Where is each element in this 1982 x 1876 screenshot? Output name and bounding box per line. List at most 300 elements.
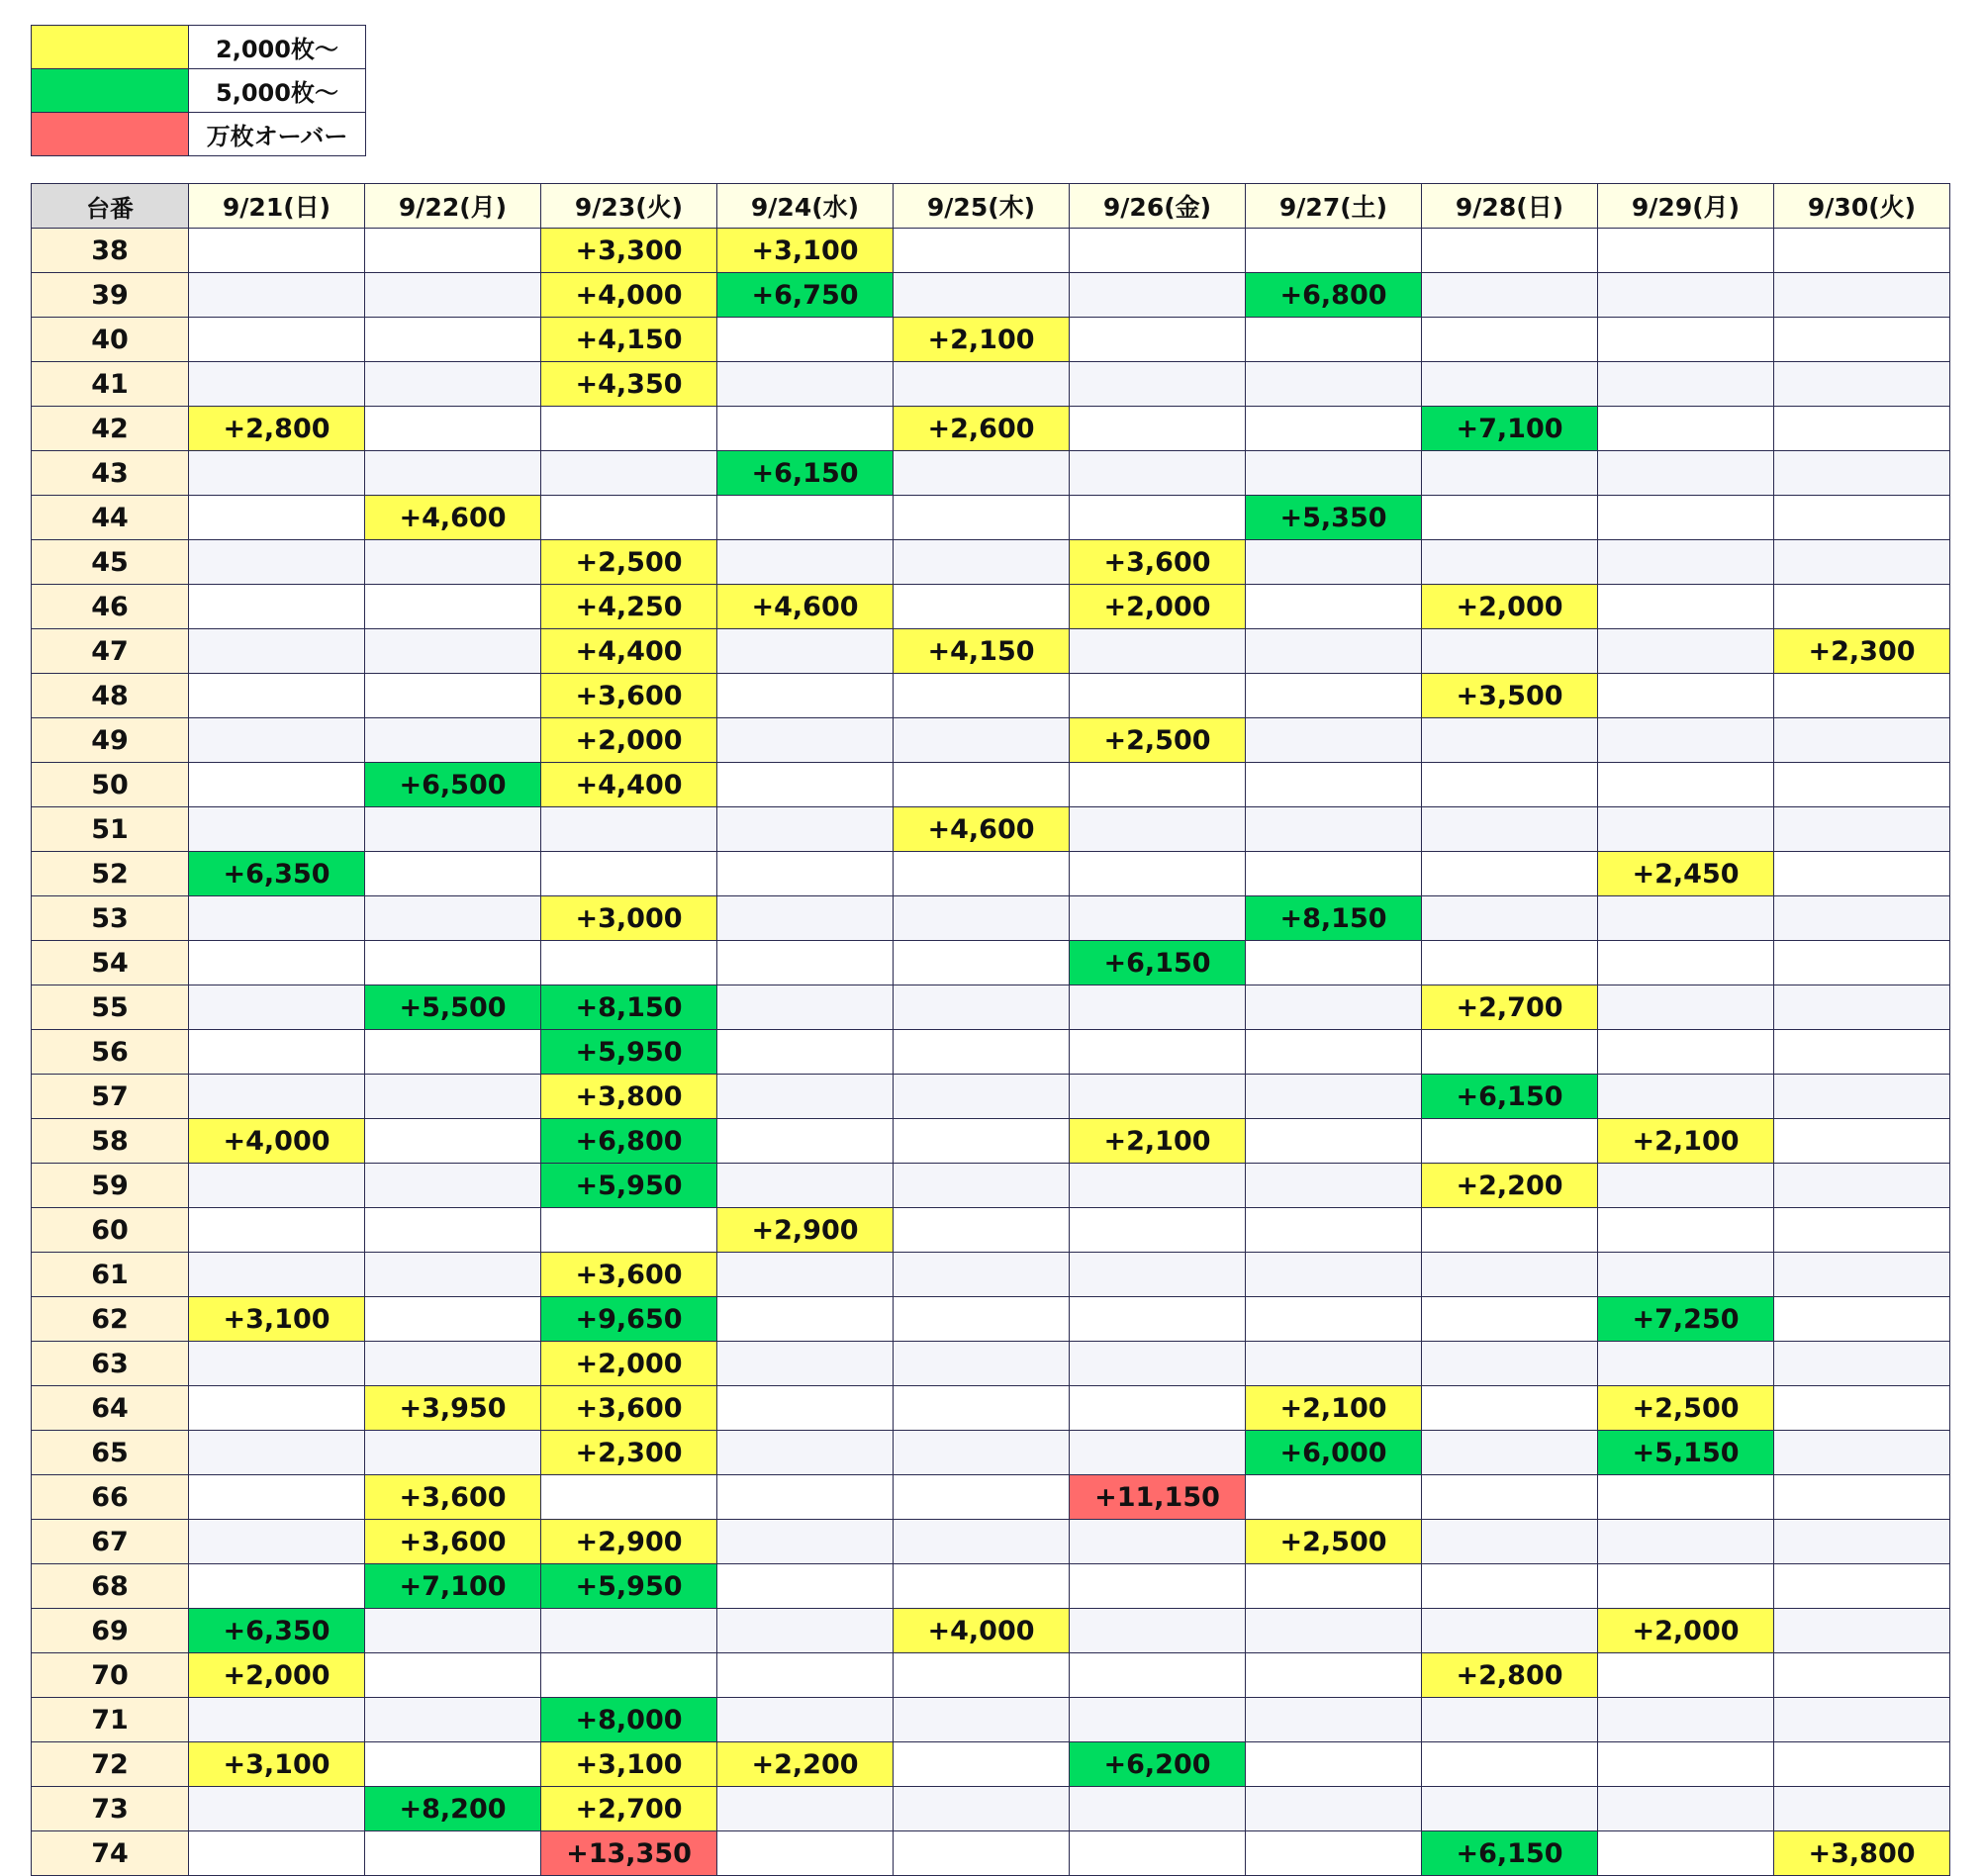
result-cell: +8,200: [365, 1787, 541, 1831]
result-cell: [1246, 1609, 1422, 1653]
result-cell: [1422, 1787, 1598, 1831]
result-cell: [1246, 1297, 1422, 1342]
table-row: [32, 496, 1950, 540]
result-cell: [1598, 807, 1774, 852]
machine-number-cell: 54: [32, 941, 189, 985]
result-cell: +3,800: [1774, 1831, 1950, 1876]
result-cell: [541, 1609, 717, 1653]
machine-number-cell: 38: [32, 229, 189, 273]
result-cell: [1070, 1698, 1246, 1742]
result-cell: [717, 1787, 894, 1831]
result-cell: [1246, 362, 1422, 407]
machine-number-cell: 46: [32, 585, 189, 629]
result-cell: [1070, 1609, 1246, 1653]
result-cell: [1070, 1386, 1246, 1431]
machine-number-cell: 55: [32, 985, 189, 1030]
result-cell: [1246, 985, 1422, 1030]
result-cell: +5,350: [1246, 496, 1422, 540]
result-cell: [1774, 1386, 1950, 1431]
result-cell: [894, 273, 1070, 318]
table-row: [32, 1208, 1950, 1253]
result-cell: [1422, 540, 1598, 585]
table-row: [32, 1119, 1950, 1164]
result-cell: [1774, 1253, 1950, 1297]
table-row: [32, 1787, 1950, 1831]
result-cell: +3,600: [365, 1520, 541, 1564]
result-cell: [365, 1075, 541, 1119]
machine-number-cell: 57: [32, 1075, 189, 1119]
result-cell: [717, 941, 894, 985]
result-cell: [1070, 985, 1246, 1030]
result-cell: [1422, 1431, 1598, 1475]
result-cell: [1598, 1520, 1774, 1564]
result-cell: [1598, 896, 1774, 941]
result-cell: [1422, 718, 1598, 763]
date-header: 9/27(土): [1246, 184, 1422, 229]
table-row: [32, 1698, 1950, 1742]
result-cell: [1598, 1030, 1774, 1075]
table-row: [32, 896, 1950, 941]
table-row: [32, 1030, 1950, 1075]
result-cell: [1774, 1564, 1950, 1609]
table-row: [32, 1386, 1950, 1431]
result-cell: [1598, 273, 1774, 318]
result-cell: [1774, 985, 1950, 1030]
result-cell: [1598, 1742, 1774, 1787]
result-cell: +2,000: [541, 1342, 717, 1386]
result-cell: [1070, 1564, 1246, 1609]
result-cell: [365, 1119, 541, 1164]
result-cell: [1774, 362, 1950, 407]
result-cell: [1422, 1119, 1598, 1164]
result-cell: [1774, 1342, 1950, 1386]
result-cell: [717, 1164, 894, 1208]
result-cell: [365, 540, 541, 585]
legend-swatch-yellow: [32, 26, 189, 69]
result-cell: [717, 496, 894, 540]
result-cell: +5,500: [365, 985, 541, 1030]
result-cell: [365, 1431, 541, 1475]
result-cell: [1070, 362, 1246, 407]
result-cell: [1422, 807, 1598, 852]
machine-number-cell: 47: [32, 629, 189, 674]
result-cell: [365, 807, 541, 852]
result-cell: +3,100: [717, 229, 894, 273]
table-row: [32, 852, 1950, 896]
result-cell: +3,600: [541, 674, 717, 718]
table-row: [32, 941, 1950, 985]
result-cell: [1598, 941, 1774, 985]
result-cell: [1246, 318, 1422, 362]
result-cell: +2,500: [1598, 1386, 1774, 1431]
result-cell: [189, 674, 365, 718]
result-cell: [1774, 896, 1950, 941]
result-cell: +4,150: [894, 629, 1070, 674]
result-cell: [1070, 1787, 1246, 1831]
result-cell: [1774, 807, 1950, 852]
result-cell: [1774, 1208, 1950, 1253]
machine-number-cell: 44: [32, 496, 189, 540]
result-cell: [1070, 1297, 1246, 1342]
result-cell: [894, 451, 1070, 496]
result-cell: [1246, 451, 1422, 496]
result-cell: [1246, 1564, 1422, 1609]
result-cell: +4,250: [541, 585, 717, 629]
result-cell: +5,150: [1598, 1431, 1774, 1475]
result-cell: [1246, 763, 1422, 807]
result-cell: [1774, 1030, 1950, 1075]
date-header: 9/26(金): [1070, 184, 1246, 229]
result-cell: +2,000: [541, 718, 717, 763]
result-cell: [365, 273, 541, 318]
header-row: [32, 184, 1950, 229]
result-cell: [189, 1475, 365, 1520]
result-cell: [717, 1698, 894, 1742]
result-cell: [1422, 1698, 1598, 1742]
result-cell: [717, 985, 894, 1030]
result-cell: +5,950: [541, 1564, 717, 1609]
result-cell: [1070, 273, 1246, 318]
result-cell: +3,600: [1070, 540, 1246, 585]
result-cell: [189, 1164, 365, 1208]
result-cell: [365, 718, 541, 763]
legend-row: [32, 26, 366, 69]
result-cell: [894, 1564, 1070, 1609]
result-cell: [189, 629, 365, 674]
result-cell: [1422, 1386, 1598, 1431]
result-cell: [1598, 629, 1774, 674]
result-cell: +4,000: [189, 1119, 365, 1164]
result-cell: +2,800: [1422, 1653, 1598, 1698]
result-cell: +4,400: [541, 763, 717, 807]
date-header: 9/25(木): [894, 184, 1070, 229]
result-cell: +2,200: [1422, 1164, 1598, 1208]
result-cell: [365, 674, 541, 718]
result-cell: [189, 718, 365, 763]
machine-number-cell: 48: [32, 674, 189, 718]
table-row: [32, 362, 1950, 407]
result-cell: [189, 1564, 365, 1609]
machine-number-cell: 70: [32, 1653, 189, 1698]
result-cell: [541, 1653, 717, 1698]
result-cell: [189, 1342, 365, 1386]
result-cell: +6,150: [1422, 1075, 1598, 1119]
machine-number-cell: 41: [32, 362, 189, 407]
result-cell: [189, 1030, 365, 1075]
result-cell: [894, 1030, 1070, 1075]
result-cell: [365, 1030, 541, 1075]
result-cell: +8,150: [541, 985, 717, 1030]
result-cell: [717, 718, 894, 763]
result-cell: [1598, 763, 1774, 807]
result-cell: [1422, 1342, 1598, 1386]
result-cell: [189, 273, 365, 318]
machine-number-cell: 51: [32, 807, 189, 852]
result-cell: [717, 1431, 894, 1475]
result-cell: [1774, 1431, 1950, 1475]
result-cell: [717, 807, 894, 852]
result-cell: [1774, 1164, 1950, 1208]
result-cell: [1422, 852, 1598, 896]
result-cell: [1070, 1653, 1246, 1698]
result-cell: +2,200: [717, 1742, 894, 1787]
result-cell: [1070, 1030, 1246, 1075]
result-cell: +3,100: [541, 1742, 717, 1787]
result-cell: [1070, 1253, 1246, 1297]
result-cell: [717, 1831, 894, 1876]
result-cell: [1598, 1698, 1774, 1742]
result-cell: [1246, 540, 1422, 585]
result-cell: [717, 1297, 894, 1342]
machine-number-cell: 63: [32, 1342, 189, 1386]
result-cell: [1070, 407, 1246, 451]
table-row: [32, 1564, 1950, 1609]
legend-swatch-green: [32, 69, 189, 113]
result-cell: +11,150: [1070, 1475, 1246, 1520]
result-cell: [894, 1698, 1070, 1742]
result-cell: [1422, 451, 1598, 496]
result-cell: [1422, 629, 1598, 674]
result-cell: [541, 496, 717, 540]
result-cell: [189, 985, 365, 1030]
result-cell: [894, 1208, 1070, 1253]
result-cell: [717, 629, 894, 674]
result-cell: [1422, 362, 1598, 407]
date-header: 9/21(日): [189, 184, 365, 229]
result-cell: +2,000: [1598, 1609, 1774, 1653]
result-cell: [365, 1297, 541, 1342]
result-cell: +2,500: [541, 540, 717, 585]
result-cell: [1598, 1208, 1774, 1253]
result-cell: [1598, 318, 1774, 362]
result-cell: +6,800: [1246, 273, 1422, 318]
result-cell: [189, 1431, 365, 1475]
result-cell: +4,150: [541, 318, 717, 362]
result-cell: [1598, 540, 1774, 585]
machine-number-cell: 42: [32, 407, 189, 451]
result-cell: [1246, 1030, 1422, 1075]
result-cell: +2,900: [717, 1208, 894, 1253]
result-cell: +2,100: [894, 318, 1070, 362]
result-cell: [1422, 1253, 1598, 1297]
result-cell: +3,100: [189, 1742, 365, 1787]
result-cell: [365, 1698, 541, 1742]
machine-number-cell: 58: [32, 1119, 189, 1164]
machine-number-cell: 71: [32, 1698, 189, 1742]
machine-number-cell: 60: [32, 1208, 189, 1253]
result-cell: [894, 1520, 1070, 1564]
result-cell: [717, 674, 894, 718]
result-cell: [189, 362, 365, 407]
result-cell: [717, 852, 894, 896]
result-cell: [1070, 1075, 1246, 1119]
result-cell: [1774, 1787, 1950, 1831]
result-cell: [1070, 1431, 1246, 1475]
result-cell: [717, 540, 894, 585]
legend-row: [32, 69, 366, 113]
result-cell: [189, 1698, 365, 1742]
result-cell: [541, 852, 717, 896]
result-cell: [1598, 451, 1774, 496]
result-cell: [1774, 718, 1950, 763]
table-row: [32, 1520, 1950, 1564]
table-row: [32, 1831, 1950, 1876]
result-cell: [1774, 407, 1950, 451]
result-cell: [1070, 852, 1246, 896]
table-row: [32, 807, 1950, 852]
machine-number-cell: 74: [32, 1831, 189, 1876]
result-cell: +2,600: [894, 407, 1070, 451]
result-cell: [1774, 1698, 1950, 1742]
table-row: [32, 407, 1950, 451]
legend-label: 2,000枚〜: [189, 26, 366, 69]
result-cell: [1598, 362, 1774, 407]
result-cell: [717, 1564, 894, 1609]
machine-number-cell: 66: [32, 1475, 189, 1520]
result-cell: [189, 318, 365, 362]
result-cell: [189, 896, 365, 941]
result-cell: [365, 318, 541, 362]
machine-number-cell: 39: [32, 273, 189, 318]
result-cell: +2,700: [541, 1787, 717, 1831]
result-cell: [189, 496, 365, 540]
result-cell: +13,350: [541, 1831, 717, 1876]
machine-number-cell: 72: [32, 1742, 189, 1787]
result-cell: [1246, 1253, 1422, 1297]
result-cell: +9,650: [541, 1297, 717, 1342]
result-cell: [1774, 674, 1950, 718]
result-cell: [1774, 1609, 1950, 1653]
table-row: [32, 540, 1950, 585]
results-table: [31, 183, 1950, 1876]
result-cell: [365, 1831, 541, 1876]
result-cell: [894, 1653, 1070, 1698]
result-cell: [1246, 1653, 1422, 1698]
result-cell: [717, 1342, 894, 1386]
result-cell: +3,600: [365, 1475, 541, 1520]
result-cell: [189, 763, 365, 807]
result-cell: [189, 540, 365, 585]
result-cell: [1598, 496, 1774, 540]
result-cell: [894, 1787, 1070, 1831]
result-cell: [894, 896, 1070, 941]
table-row: [32, 1742, 1950, 1787]
result-cell: [365, 229, 541, 273]
result-cell: [1422, 318, 1598, 362]
result-cell: [1598, 674, 1774, 718]
result-cell: [717, 1253, 894, 1297]
result-cell: [1246, 229, 1422, 273]
result-cell: [189, 807, 365, 852]
result-cell: +3,600: [541, 1386, 717, 1431]
result-cell: +8,000: [541, 1698, 717, 1742]
result-cell: [1774, 229, 1950, 273]
result-cell: +6,350: [189, 852, 365, 896]
result-cell: [365, 941, 541, 985]
result-cell: +7,250: [1598, 1297, 1774, 1342]
result-cell: [1070, 496, 1246, 540]
result-cell: [1070, 1520, 1246, 1564]
machine-number-cell: 43: [32, 451, 189, 496]
result-cell: [1070, 229, 1246, 273]
result-cell: +6,000: [1246, 1431, 1422, 1475]
result-cell: [541, 941, 717, 985]
machine-number-cell: 50: [32, 763, 189, 807]
result-cell: [1422, 1030, 1598, 1075]
result-cell: [1422, 1520, 1598, 1564]
table-row: [32, 629, 1950, 674]
machine-number-cell: 68: [32, 1564, 189, 1609]
result-cell: [894, 763, 1070, 807]
result-cell: +4,000: [541, 273, 717, 318]
result-cell: +6,150: [1422, 1831, 1598, 1876]
machine-number-cell: 64: [32, 1386, 189, 1431]
result-cell: [541, 807, 717, 852]
result-cell: [894, 1831, 1070, 1876]
result-cell: +3,000: [541, 896, 717, 941]
result-cell: [717, 1520, 894, 1564]
result-cell: +3,100: [189, 1297, 365, 1342]
result-cell: +2,900: [541, 1520, 717, 1564]
result-cell: +2,800: [189, 407, 365, 451]
machine-number-cell: 40: [32, 318, 189, 362]
result-cell: [894, 1253, 1070, 1297]
result-cell: +4,350: [541, 362, 717, 407]
result-cell: [1774, 1475, 1950, 1520]
result-cell: [1070, 1208, 1246, 1253]
result-cell: +6,500: [365, 763, 541, 807]
result-cell: +2,100: [1246, 1386, 1422, 1431]
result-cell: [717, 763, 894, 807]
result-cell: [1070, 1164, 1246, 1208]
table-row: [32, 273, 1950, 318]
machine-number-cell: 73: [32, 1787, 189, 1831]
table-row: [32, 763, 1950, 807]
result-cell: [1422, 1609, 1598, 1653]
result-cell: [1774, 1742, 1950, 1787]
date-header: 9/30(火): [1774, 184, 1950, 229]
result-cell: [1070, 896, 1246, 941]
result-cell: [1598, 985, 1774, 1030]
result-cell: +5,950: [541, 1030, 717, 1075]
machine-number-header: 台番: [32, 184, 189, 229]
result-cell: [1246, 629, 1422, 674]
result-cell: +3,300: [541, 229, 717, 273]
result-cell: [894, 496, 1070, 540]
machine-number-cell: 61: [32, 1253, 189, 1297]
table-row: [32, 318, 1950, 362]
result-cell: [1422, 1208, 1598, 1253]
result-cell: [365, 407, 541, 451]
machine-number-cell: 67: [32, 1520, 189, 1564]
machine-number-cell: 52: [32, 852, 189, 896]
result-cell: [1774, 585, 1950, 629]
machine-number-cell: 53: [32, 896, 189, 941]
result-cell: +3,500: [1422, 674, 1598, 718]
result-cell: [1598, 1075, 1774, 1119]
result-cell: [365, 362, 541, 407]
result-cell: [365, 852, 541, 896]
result-cell: [894, 1297, 1070, 1342]
result-cell: +4,400: [541, 629, 717, 674]
result-cell: [1070, 1342, 1246, 1386]
result-cell: [894, 1475, 1070, 1520]
result-cell: +2,450: [1598, 852, 1774, 896]
result-cell: [1598, 407, 1774, 451]
result-cell: +2,300: [541, 1431, 717, 1475]
result-cell: [1246, 807, 1422, 852]
result-cell: [894, 1342, 1070, 1386]
